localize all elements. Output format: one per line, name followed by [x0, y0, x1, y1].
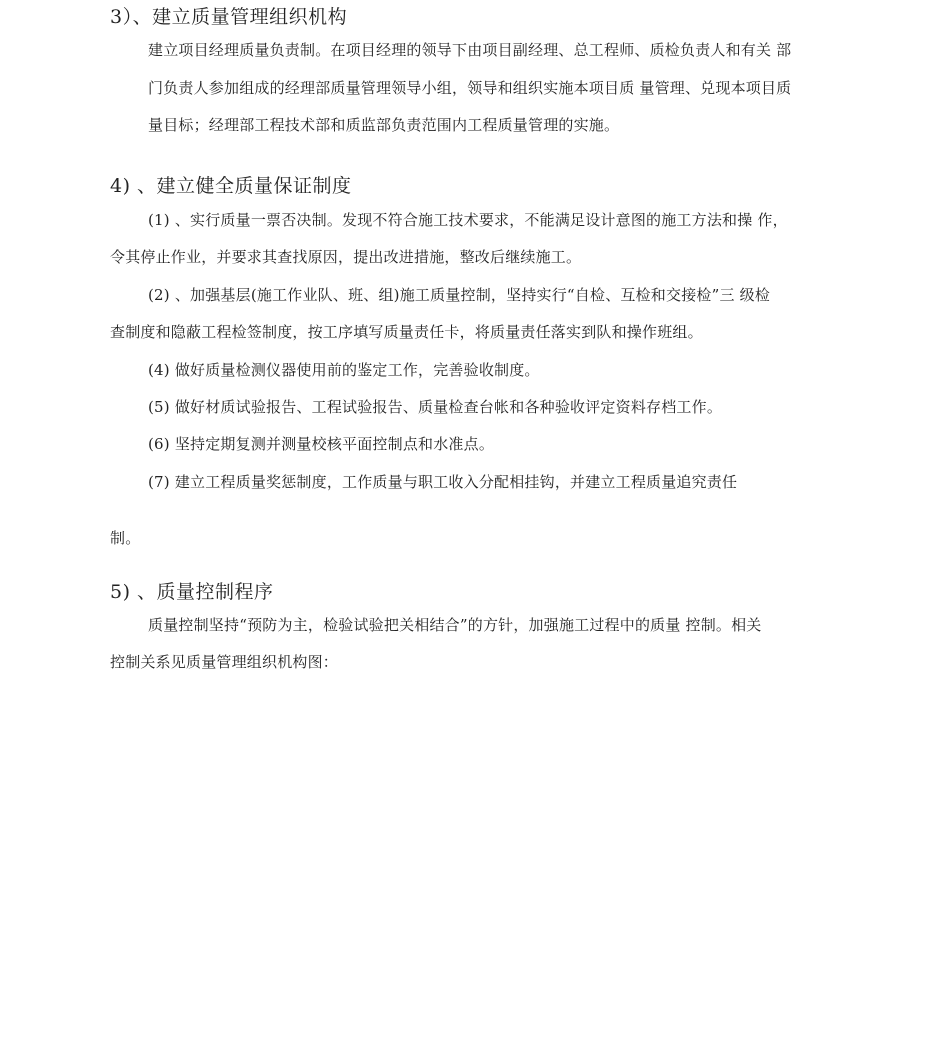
section-5-line-2: 控制关系见质量管理组织机构图：	[110, 653, 339, 671]
section-5-line-1: 质量控制坚持“预防为主，检验试验把关相结合”的方针，加强施工过程中的质量 控制。相关	[148, 616, 762, 634]
section-4-line-8: (7) 建立工程质量奖惩制度，工作质量与职工收入分配相挂钩，并建立工程质量追究责任	[148, 473, 738, 491]
section-4-line-2: 令其停止作业，并要求其查找原因，提出改进措施，整改后继续施工。	[110, 248, 582, 266]
section-3-line-2: 门负责人参加组成的经理部质量管理领导小组，领导和组织实施本项目质 量管理、兑现本项目质	[148, 79, 792, 97]
section-4-line-9: 制。	[110, 529, 141, 547]
section-4-line-5: (4) 做好质量检测仪器使用前的鉴定工作，完善验收制度。	[148, 361, 540, 379]
section-3-line-3: 量目标；经理部工程技术部和质监部负责范围内工程质量管理的实施。	[148, 116, 620, 134]
section-3-heading: 3）、建立质量管理组织机构	[110, 6, 348, 28]
section-4-line-6: (5) 做好材质试验报告、工程试验报告、质量检查台帐和各种验收评定资料存档工作。	[148, 398, 723, 416]
section-4-line-7: (6) 坚持定期复测并测量校核平面控制点和水准点。	[148, 435, 495, 453]
section-4-line-4: 查制度和隐蔽工程检签制度，按工序填写质量责任卡，将质量责任落实到队和操作班组。	[110, 323, 703, 341]
section-3-line-1: 建立项目经理质量负责制。在项目经理的领导下由项目副经理、总工程师、质检负责人和有关 部	[148, 41, 792, 59]
section-4-line-3: (2) 、加强基层(施工作业队、班、组)施工质量控制，坚持实行“自检、互检和交接检”三 级检	[148, 286, 771, 304]
section-5-heading: 5) 、质量控制程序	[110, 581, 274, 603]
section-4-line-1: (1) 、实行质量一票否决制。发现不符合施工技术要求，不能满足设计意图的施工方法和操 作，	[148, 211, 788, 229]
section-4-heading: 4) 、建立健全质量保证制度	[110, 175, 352, 197]
